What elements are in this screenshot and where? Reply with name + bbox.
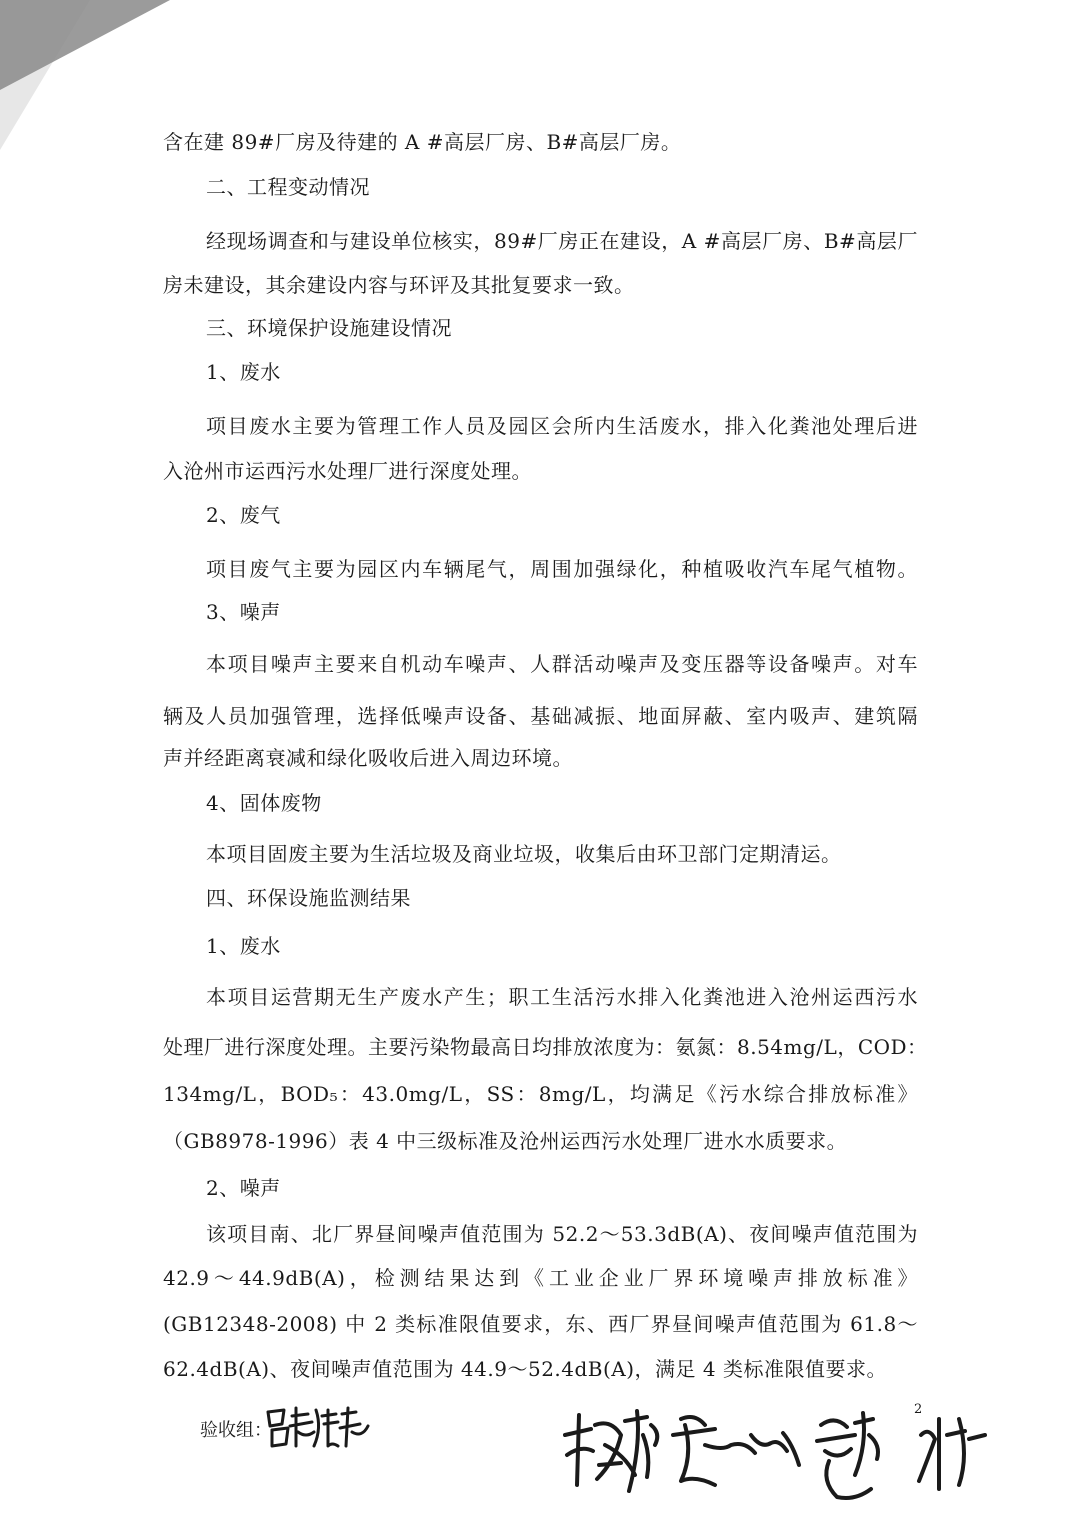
page-corner-fold [0,0,170,90]
subsection-heading: 2、噪声 [206,1176,281,1200]
subsection-heading: 1、废水 [206,934,281,958]
text-line: 声并经距离衰减和绿化吸收后进入周边环境。 [163,746,573,770]
handwritten-signature-1 [262,1402,372,1452]
subsection-heading: 3、噪声 [206,600,281,624]
text-line: （GB8978-1996）表 4 中三级标准及沧州运西污水处理厂进水水质要求。 [163,1129,848,1153]
text-line: 134mg/L，BOD₅：43.0mg/L，SS：8mg/L，均满足《污水综合排放标准》 [163,1082,918,1106]
page-number: 2 [914,1402,923,1417]
text-line: 含在建 89#厂房及待建的 A #高层厂房、B#高层厂房。 [163,130,682,154]
text-line: (GB12348-2008) 中 2 类标准限值要求，东、西厂界昼间噪声值范围为 61.8～ [163,1312,918,1336]
text-line: 本项目固废主要为生活垃圾及商业垃圾，收集后由环卫部门定期清运。 [206,842,842,866]
text-line: 处理厂进行深度处理。主要污染物最高日均排放浓度为：氨氮：8.54mg/L，COD： [163,1035,928,1059]
signature-label: 验收组： [200,1420,272,1441]
text-line: 该项目南、北厂界昼间噪声值范围为 52.2～53.3dB(A)、夜间噪声值范围为 [206,1222,918,1246]
text-line: 经现场调查和与建设单位核实，89#厂房正在建设，A #高层厂房、B#高层厂 [206,229,918,253]
text-line: 入沧州市运西污水处理厂进行深度处理。 [163,459,532,483]
subsection-heading: 2、废气 [206,503,281,527]
text-line: 本项目噪声主要来自机动车噪声、人群活动噪声及变压器等设备噪声。对车 [206,652,918,676]
text-line: 本项目运营期无生产废水产生；职工生活污水排入化粪池进入沧州运西污水 [206,985,918,1009]
subsection-heading: 1、废水 [206,360,281,384]
subsection-heading: 4、固体废物 [206,791,322,815]
text-line: 辆及人员加强管理，选择低噪声设备、基础减振、地面屏蔽、室内吸声、建筑隔 [163,704,918,728]
text-line: 项目废气主要为园区内车辆尾气，周围加强绿化，种植吸收汽车尾气植物。 [206,557,918,581]
handwritten-signatures-group [555,1405,995,1515]
section-heading: 三、环境保护设施建设情况 [206,316,452,340]
text-line: 62.4dB(A)、夜间噪声值范围为 44.9～52.4dB(A)，满足 4 类标准限值要求。 [163,1357,887,1381]
text-line: 项目废水主要为管理工作人员及园区会所内生活废水，排入化粪池处理后进 [206,414,918,438]
section-heading: 四、环保设施监测结果 [206,886,411,910]
text-line: 房未建设，其余建设内容与环评及其批复要求一致。 [163,273,635,297]
section-heading: 二、工程变动情况 [206,175,370,199]
text-line: 42.9～44.9dB(A)，检测结果达到《工业企业厂界环境噪声排放标准》 [163,1266,918,1290]
